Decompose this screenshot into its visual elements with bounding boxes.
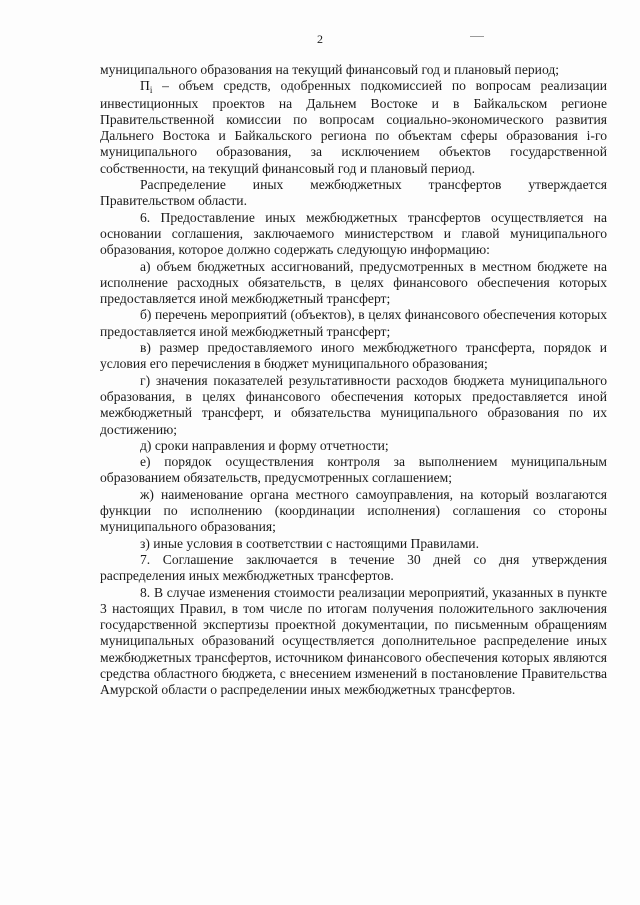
formula-symbol: П — [140, 78, 150, 94]
paragraph-distribution-approval: Распределение иных межбюджетных трансфертов утверждается Правительством области. — [100, 177, 607, 209]
paragraph-item-b: б) перечень мероприятий (объектов), в целях финансового обеспечения которых предоставляется иной межбюджетный трансферт; — [100, 307, 607, 339]
paragraph-item-e: е) порядок осуществления контроля за выполнением муниципальным образованием обязательств, предусмотренных соглашением; — [100, 454, 607, 486]
paragraph-pi-definition — [100, 78, 607, 177]
document-body — [100, 62, 607, 699]
paragraph-clause-8: 8. В случае изменения стоимости реализации мероприятий, указанных в пункте 3 настоящих Правил, в том числе по итогам получения положительного заключения государственной экспертизы проектной документации, по письменным обращениям муниципальных образований осуществляется дополнительное распределение иных межбюджетных трансфертов, источником финансового обеспечения которых являются средства областного бюджета, с внесением изменений в постановление Правительства Амурской области о распределении иных межбюджетных трансфертов. — [100, 584, 607, 698]
formula-definition-text: – объем средств, одобренных подкомиссией по вопросам реализации инвестиционных проектов на Дальнем Востоке и в Байкальском регионе Правительственной комиссии по вопросам социально-экономического развития Дальнего Востока и Байкальского региона по объектам сферы образования i-го муниципального образования, за исключением объектов государственной собственности, на текущий финансовый год и плановый период. — [100, 78, 607, 176]
paragraph-item-z: з) иные условия в соответствии с настоящими Правилами. — [140, 535, 479, 551]
paragraph-item-d: д) сроки направления и форму отчетности; — [140, 437, 389, 453]
paragraph-clause-7: 7. Соглашение заключается в течение 30 дней со дня утверждения распределения иных межбюджетных трансфертов. — [100, 551, 607, 584]
paragraph-continuation: муниципального образования на текущий финансовый год и плановый период; — [100, 62, 560, 77]
paragraph-item-v: в) размер предоставляемого иного межбюджетного трансферта, порядок и условия его перечисления в бюджет муниципального образования; — [100, 340, 607, 372]
paragraph-clause-6: 6. Предоставление иных межбюджетных трансфертов осуществляется на основании соглашения, заключаемого министерством и главой муниципального образования, которое должно содержать следующую информацию: — [100, 209, 607, 258]
paragraph-item-a: а) объем бюджетных ассигнований, предусмотренных в местном бюджете на исполнение расходных обязательств, в целях финансового обеспечения которых предоставляется иной межбюджетный трансферт; — [100, 258, 607, 307]
formula-subscript: i — [149, 85, 153, 96]
page-number: 2 — [317, 32, 323, 46]
paragraph-item-g: г) значения показателей результативности расходов бюджета муниципального образования, в целях финансового обеспечения которых предоставляется иной межбюджетный трансферт, и обязательства муниципального образования по их достижению; — [100, 372, 607, 437]
paragraph-item-zh: ж) наименование органа местного самоуправления, на который возлагаются функции по исполнению (координации исполнения) соглашения со стороны муниципального образования; — [100, 486, 607, 535]
scan-mark — [470, 36, 484, 37]
